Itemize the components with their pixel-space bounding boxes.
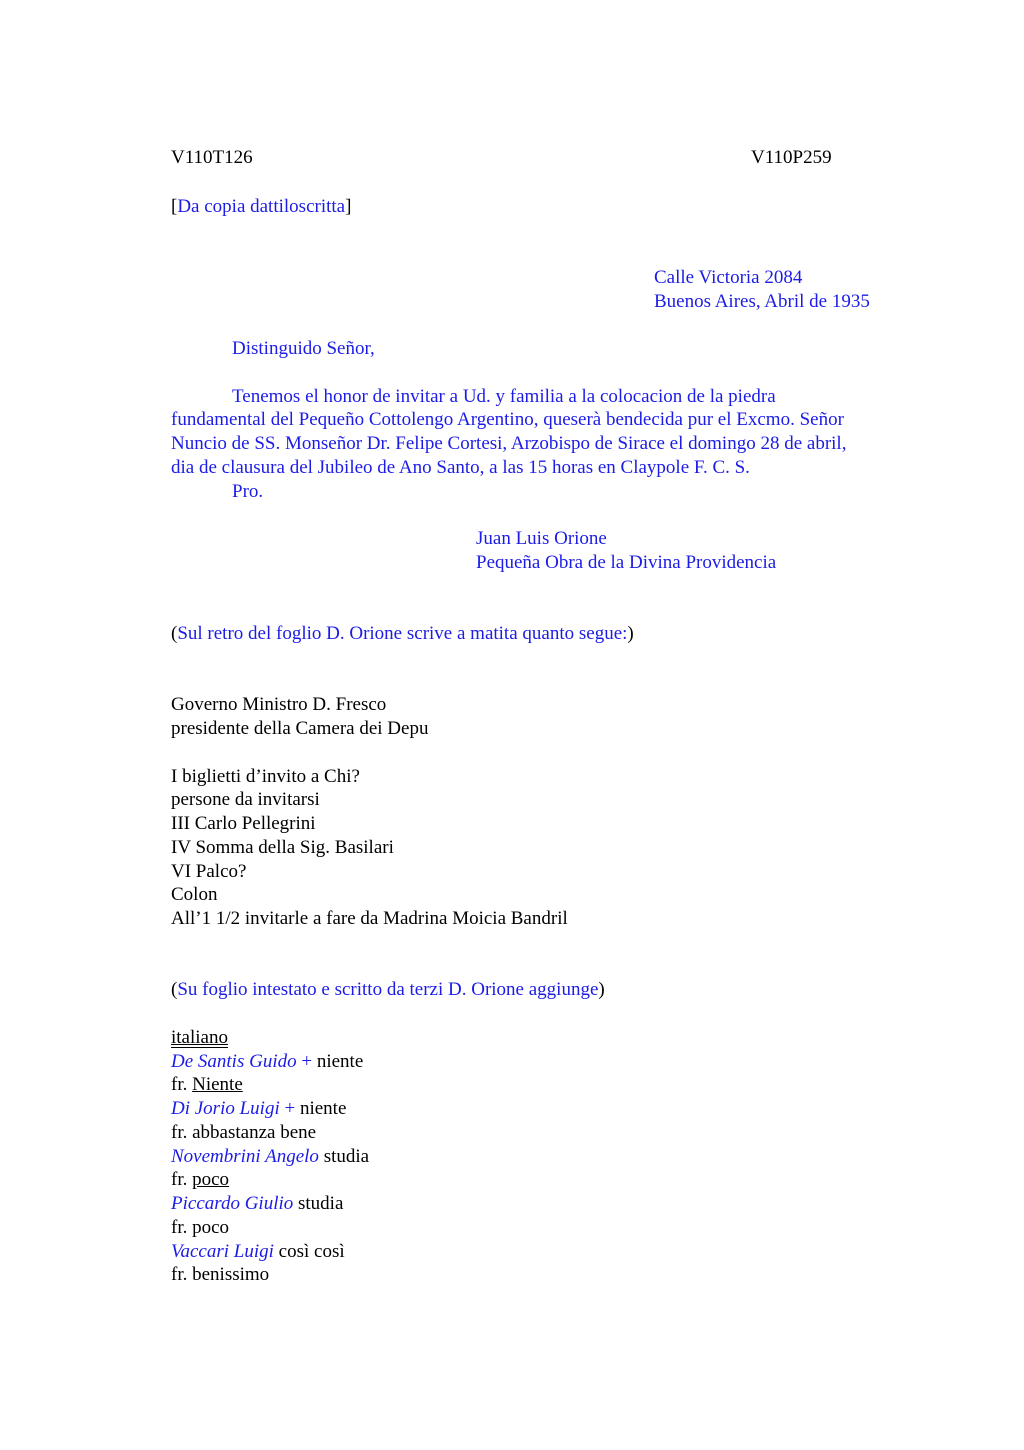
person-name: De Santis Guido <box>171 1051 297 1072</box>
person-note: niente <box>295 1098 347 1119</box>
right-code: V110P259 <box>751 147 832 168</box>
person-name: Di Jorio Luigi <box>171 1098 280 1119</box>
paren-open: ( <box>171 623 178 644</box>
fr-prefix: fr. <box>171 1264 193 1285</box>
source-note-text: Da copia dattiloscritta <box>177 196 346 217</box>
letter-body-line: Nuncio de SS. Monseñor Dr. Felipe Cortesi, Arzobispo de Sirace el domingo 28 de abril, <box>171 433 847 454</box>
list-item-fr <box>171 1263 269 1287</box>
left-code: V110T126 <box>171 147 253 168</box>
note-letterhead-text: Su foglio intestato e scritto da terzi D. Orione aggiunge <box>177 979 599 1000</box>
list-item-fr <box>171 1121 316 1145</box>
list-item-fr <box>171 1168 229 1192</box>
paren-close: ) <box>598 979 605 1000</box>
letter-body-line: Tenemos el honor de invitar a Ud. y familia a la colocacion de la piedra <box>232 386 776 407</box>
fr-prefix: fr. <box>171 1122 193 1143</box>
list-item <box>171 1050 363 1074</box>
fr-value: Niente <box>192 1074 243 1095</box>
back-note-line: Governo Ministro D. Fresco <box>171 694 387 715</box>
list-item <box>171 1097 346 1121</box>
person-note: studia <box>293 1193 344 1214</box>
list-item <box>171 1145 369 1169</box>
fr-value: abbastanza bene <box>192 1122 317 1143</box>
invite-note-line: Colon <box>171 884 218 905</box>
person-note: studia <box>318 1146 370 1167</box>
fr-prefix: fr. <box>171 1169 193 1190</box>
invite-note-line: VI Palco? <box>171 861 247 882</box>
signature-org: Pequeña Obra de la Divina Providencia <box>476 552 777 573</box>
invite-note-line: III Carlo Pellegrini <box>171 813 316 834</box>
bracket-close: ] <box>345 196 352 217</box>
note-back-text: Sul retro del foglio D. Orione scrive a matita quanto segue: <box>177 623 628 644</box>
bracket-open: [ <box>171 196 178 217</box>
person-name: Piccardo Giulio <box>171 1193 294 1214</box>
letter-body-line: Pro. <box>232 481 264 502</box>
note-back <box>171 622 634 646</box>
person-note: così così <box>273 1241 345 1262</box>
deceased-mark: + <box>296 1051 313 1072</box>
list-item-fr <box>171 1073 243 1097</box>
address-street: Calle Victoria 2084 <box>654 267 803 288</box>
back-note-line: presidente della Camera dei Depu <box>171 718 429 739</box>
list-item <box>171 1240 345 1264</box>
salutation: Distinguido Señor, <box>232 338 375 359</box>
address-city-date: Buenos Aires, Abril de 1935 <box>654 291 870 312</box>
list-item <box>171 1192 343 1216</box>
person-note: niente <box>312 1051 364 1072</box>
paren-close: ) <box>627 623 634 644</box>
paren-open: ( <box>171 979 178 1000</box>
note-letterhead <box>171 978 605 1002</box>
invite-note-line: persone da invitarsi <box>171 789 320 810</box>
fr-prefix: fr. <box>171 1217 193 1238</box>
fr-value: benissimo <box>192 1264 270 1285</box>
person-name: Novembrini Angelo <box>171 1146 319 1167</box>
letter-body-line: fundamental del Pequeño Cottolengo Argentino, queserà bendecida pur el Excmo. Señor <box>171 409 844 430</box>
person-name: Vaccari Luigi <box>171 1241 274 1262</box>
signature-name: Juan Luis Orione <box>476 528 607 549</box>
fr-value: poco <box>192 1169 230 1190</box>
list-item-fr <box>171 1216 229 1240</box>
letter-body-line: dia de clausura del Jubileo de Ano Santo, a las 15 horas en Claypole F. C. S. <box>171 457 750 478</box>
list-heading: italiano <box>171 1027 228 1048</box>
fr-prefix: fr. <box>171 1074 193 1095</box>
invite-note-line: All’1 1/2 invitarle a fare da Madrina Moicia Bandril <box>171 908 568 929</box>
fr-value: poco <box>192 1217 230 1238</box>
source-note <box>171 195 351 219</box>
invite-note-line: I biglietti d’invito a Chi? <box>171 766 360 787</box>
deceased-mark: + <box>279 1098 296 1119</box>
invite-note-line: IV Somma della Sig. Basilari <box>171 837 394 858</box>
